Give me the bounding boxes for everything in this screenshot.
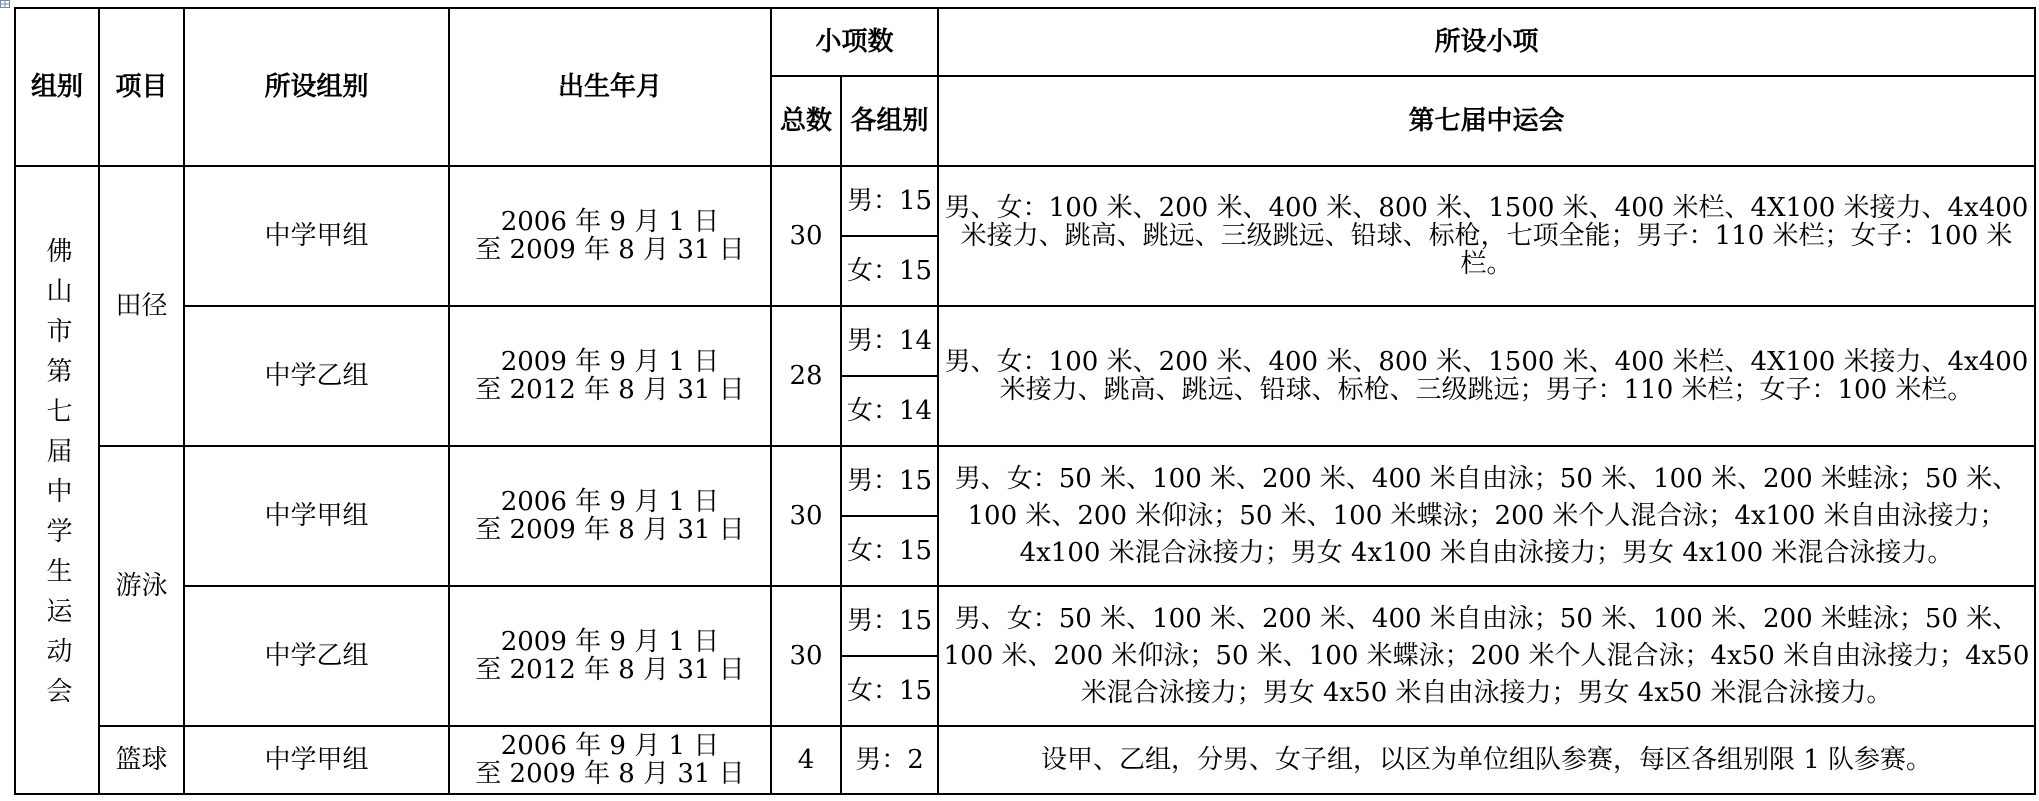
division-cell: 中学乙组 [184,306,449,446]
birth-from: 2006 年 9 月 1 日 [500,731,720,761]
male-count: 男：2 [841,726,938,794]
table-row [15,586,2035,656]
header-project: 项目 [99,8,184,166]
table-row [15,726,2035,794]
header-games: 第七届中运会 [938,76,2035,166]
birth-to: 至 2009 年 8 月 31 日 [475,235,745,265]
header-per-group: 各组别 [841,76,938,166]
total-cell: 30 [771,166,841,306]
events-table [14,7,2036,795]
table-row [15,166,2035,236]
birth-from: 2006 年 9 月 1 日 [500,207,720,237]
birth-from: 2006 年 9 月 1 日 [500,487,720,517]
project-cell: 篮球 [99,726,184,794]
birth-to: 至 2012 年 8 月 31 日 [475,655,745,685]
events-cell: 男、女：100 米、200 米、400 米、800 米、1500 米、400 米栏、4X100 米接力、4x400 米接力、跳高、跳远、铅球、标枪、三级跳远；男子：110 米栏；女子：100 米栏。 [938,306,2035,446]
table-row [15,446,2035,516]
events-cell: 设甲、乙组，分男、女子组，以区为单位组队参赛，每区各组别限 1 队参赛。 [938,726,2035,794]
division-cell: 中学甲组 [184,726,449,794]
events-cell: 男、女：50 米、100 米、200 米、400 米自由泳；50 米、100 米、200 米蛙泳；50 米、100 米、200 米仰泳；50 米、100 米蝶泳；200 米个人混合泳；4x50 米自由泳接力；4x50 米混合泳接力；男女 4x50 米自由泳接力；男女 4x50 米混合泳接力。 [938,586,2035,726]
birth-cell [449,166,771,306]
birth-from: 2009 年 9 月 1 日 [500,347,720,377]
female-count: 女：15 [841,236,938,306]
birth-from: 2009 年 9 月 1 日 [500,627,720,657]
male-count: 男：15 [841,166,938,236]
group-name: 佛山市第七届中学生运动会 [42,237,72,717]
header-total: 总数 [771,76,841,166]
header-group: 组别 [15,8,99,166]
header-row-1 [15,8,2035,76]
total-cell: 30 [771,446,841,586]
project-cell: 游泳 [99,446,184,726]
female-count: 女：15 [841,516,938,586]
table-anchor-icon [0,0,10,8]
female-count: 女：15 [841,656,938,726]
birth-cell [449,446,771,586]
birth-to: 至 2009 年 8 月 31 日 [475,515,745,545]
division-cell: 中学乙组 [184,586,449,726]
birth-cell [449,586,771,726]
header-subcount: 小项数 [771,8,938,76]
female-count: 女：14 [841,376,938,446]
division-cell [184,166,449,306]
birth-to: 至 2012 年 8 月 31 日 [475,375,745,405]
birth-cell [449,306,771,446]
header-birth: 出生年月 [449,8,771,166]
header-division: 所设组别 [184,8,449,166]
events-cell: 男、女：50 米、100 米、200 米、400 米自由泳；50 米、100 米、200 米蛙泳；50 米、100 米、200 米仰泳；50 米、100 米蝶泳；200 米个人混合泳；4x100 米自由泳接力；4x100 米混合泳接力；男女 4x100 米自由泳接力；男女 4x100 米混合泳接力。 [938,446,2035,586]
project-cell: 田径 [99,166,184,446]
birth-cell [449,726,771,794]
division-label: 中学甲组 [264,221,369,251]
total-cell: 4 [771,726,841,794]
events-cell: 男、女：100 米、200 米、400 米、800 米、1500 米、400 米栏、4X100 米接力、4x400 米接力、跳高、跳远、三级跳远、铅球、标枪，七项全能；男子：110 米栏；女子：100 米栏。 [938,166,2035,306]
total-cell: 28 [771,306,841,446]
birth-to: 至 2009 年 8 月 31 日 [475,759,745,789]
male-count: 男：15 [841,446,938,516]
header-events: 所设小项 [938,8,2035,76]
division-cell: 中学甲组 [184,446,449,586]
male-count: 男：14 [841,306,938,376]
table-row [15,306,2035,376]
male-count: 男：15 [841,586,938,656]
group-cell [15,166,99,794]
total-cell: 30 [771,586,841,726]
